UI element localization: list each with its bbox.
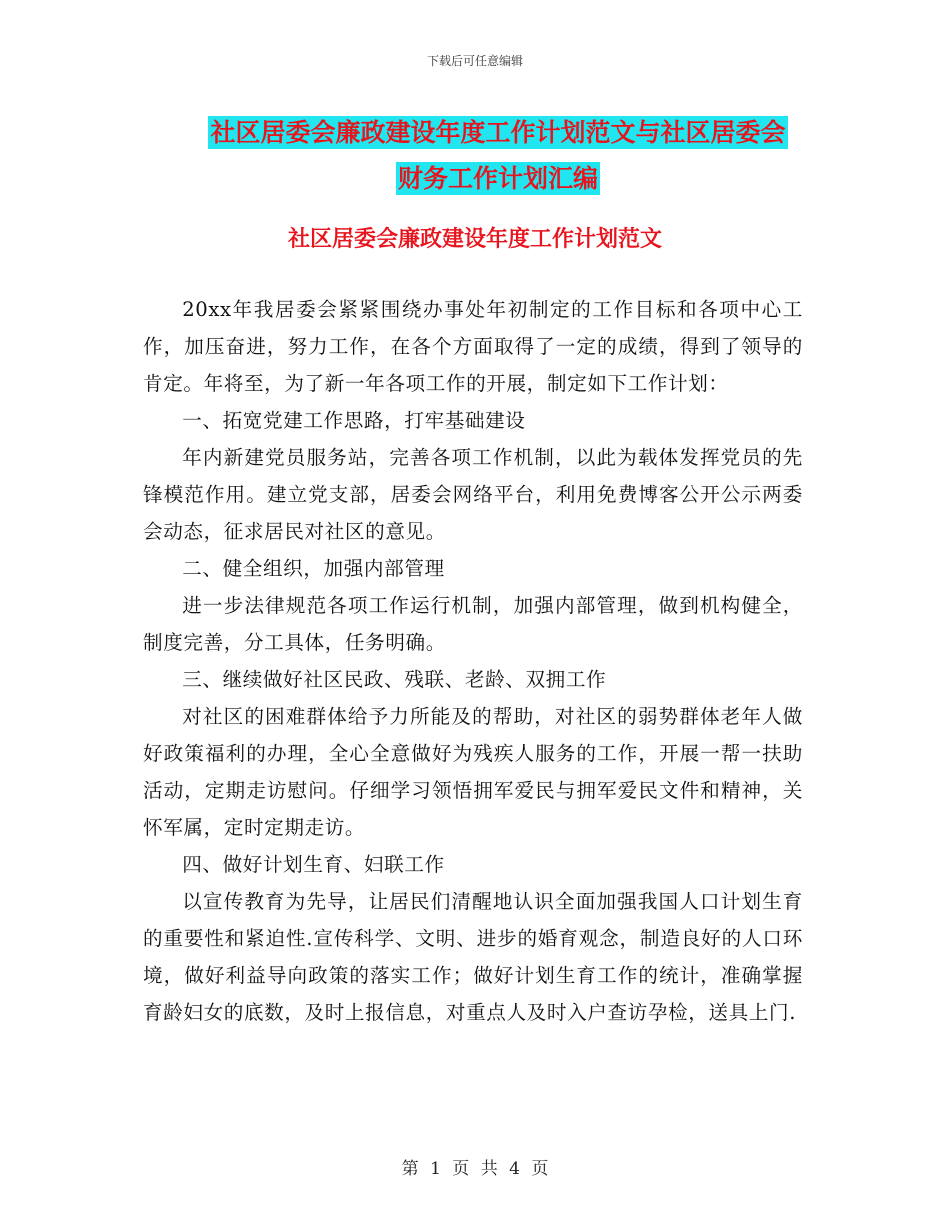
section-heading: 一、拓宽党建工作思路，打牢基础建设 <box>182 409 526 432</box>
title-line-2: 财务工作计划汇编 <box>397 164 598 193</box>
paragraph: 20xx年我居委会紧紧围绕办事处年初制定的工作目标和各项中心工作，加压奋进，努力工作，在各个方面取得了一定的成绩，得到了领导的肯定。年将至，为了新一年各项工作的开展，制定如下工作计划： <box>143 298 803 395</box>
paragraph: 年内新建党员服务站，完善各项工作机制，以此为载体发挥党员的先锋模范作用。建立党支部，居委会网络平台，利用免费博客公开公示两委会动态，征求居民对社区的意见。 <box>143 446 803 543</box>
document-body <box>143 291 803 1031</box>
section-heading: 三、继续做好社区民政、残联、老龄、双拥工作 <box>182 668 607 691</box>
section-title: 社区居委会廉政建设年度工作计划范文 <box>287 227 662 252</box>
title-line-1: 社区居委会廉政建设年度工作计划范文与社区居委会 <box>210 118 786 147</box>
paragraph: 对社区的困难群体给予力所能及的帮助，对社区的弱势群体老年人做好政策福利的办理，全心全意做好为残疾人服务的工作，开展一帮一扶助活动，定期走访慰问。仔细学习领悟拥军爱民与拥军爱民文件和精神，关怀军属，定时定期走访。 <box>143 705 803 839</box>
paragraph: 进一步法律规范各项工作运行机制，加强内部管理，做到机构健全，制度完善，分工具体，任务明确。 <box>143 594 803 654</box>
document-title <box>188 110 808 202</box>
section-heading: 二、健全组织，加强内部管理 <box>182 557 445 580</box>
page-number: 第 1 页 共 4 页 <box>401 1159 549 1179</box>
section-heading: 四、做好计划生育、妇联工作 <box>182 853 445 876</box>
paragraph: 以宣传教育为先导，让居民们清醒地认识全面加强我国人口计划生育的重要性和紧迫性.宣传科学、文明、进步的婚育观念，制造良好的人口环境，做好利益导向政策的落实工作；做好计划生育工作的统计，准确掌握育龄妇女的底数，及时上报信息，对重点人及时入户查访孕检，送具上门. <box>143 890 803 1024</box>
header-note: 下载后可任意编辑 <box>426 54 523 68</box>
